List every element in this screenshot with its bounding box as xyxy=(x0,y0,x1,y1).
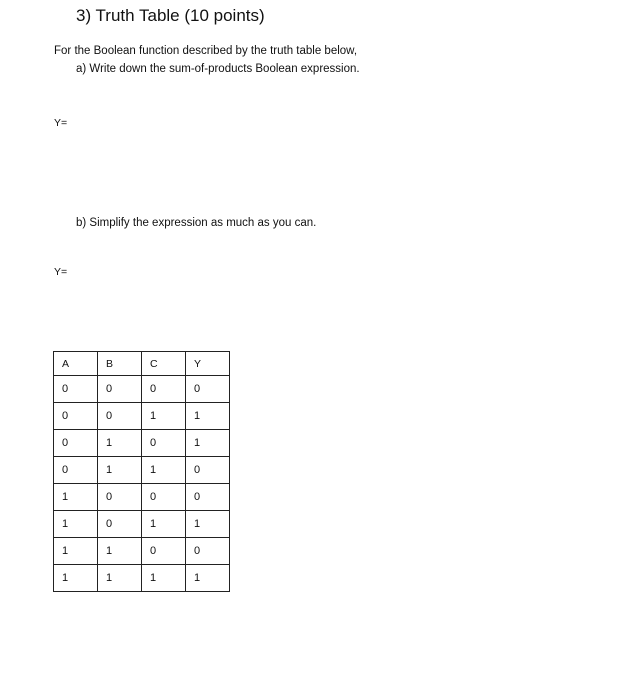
table-cell: 1 xyxy=(98,430,142,457)
table-cell: 1 xyxy=(98,565,142,592)
question-intro: For the Boolean function described by the truth table below, xyxy=(54,45,358,57)
column-header-c: C xyxy=(142,352,186,376)
table-cell: 0 xyxy=(98,403,142,430)
table-cell: 1 xyxy=(142,403,186,430)
table-cell: 1 xyxy=(54,511,98,538)
part-a-answer-label: Y= xyxy=(54,117,68,129)
table-cell: 1 xyxy=(54,538,98,565)
table-cell: 0 xyxy=(186,538,230,565)
table-row xyxy=(54,484,230,511)
part-b-question: b) Simplify the expression as much as you can. xyxy=(76,217,317,229)
truth-table-header-row xyxy=(54,352,230,376)
table-cell: 0 xyxy=(142,538,186,565)
table-cell: 1 xyxy=(98,457,142,484)
table-cell: 0 xyxy=(54,376,98,403)
column-header-a: A xyxy=(54,352,98,376)
table-cell: 0 xyxy=(186,376,230,403)
table-row xyxy=(54,565,230,592)
table-row xyxy=(54,538,230,565)
table-cell: 0 xyxy=(142,484,186,511)
table-cell: 1 xyxy=(186,403,230,430)
table-cell: 0 xyxy=(54,457,98,484)
table-cell: 0 xyxy=(186,484,230,511)
table-row xyxy=(54,430,230,457)
table-cell: 0 xyxy=(142,376,186,403)
table-cell: 0 xyxy=(98,484,142,511)
table-cell: 0 xyxy=(54,430,98,457)
table-cell: 0 xyxy=(54,403,98,430)
table-cell: 1 xyxy=(186,565,230,592)
table-cell: 1 xyxy=(54,484,98,511)
column-header-y: Y xyxy=(186,352,230,376)
table-row xyxy=(54,376,230,403)
table-cell: 0 xyxy=(98,376,142,403)
table-cell: 1 xyxy=(142,511,186,538)
table-cell: 0 xyxy=(98,511,142,538)
table-cell: 1 xyxy=(142,565,186,592)
table-cell: 1 xyxy=(54,565,98,592)
part-a-question: a) Write down the sum-of-products Boolean expression. xyxy=(76,63,360,75)
table-cell: 1 xyxy=(186,511,230,538)
table-cell: 1 xyxy=(186,430,230,457)
table-cell: 1 xyxy=(142,457,186,484)
part-b-answer-label: Y= xyxy=(54,266,68,278)
question-heading: 3) Truth Table (10 points) xyxy=(76,6,265,25)
table-row xyxy=(54,403,230,430)
table-cell: 0 xyxy=(142,430,186,457)
table-row xyxy=(54,457,230,484)
table-cell: 1 xyxy=(98,538,142,565)
table-row xyxy=(54,511,230,538)
column-header-b: B xyxy=(98,352,142,376)
table-cell: 0 xyxy=(186,457,230,484)
truth-table xyxy=(53,351,230,592)
